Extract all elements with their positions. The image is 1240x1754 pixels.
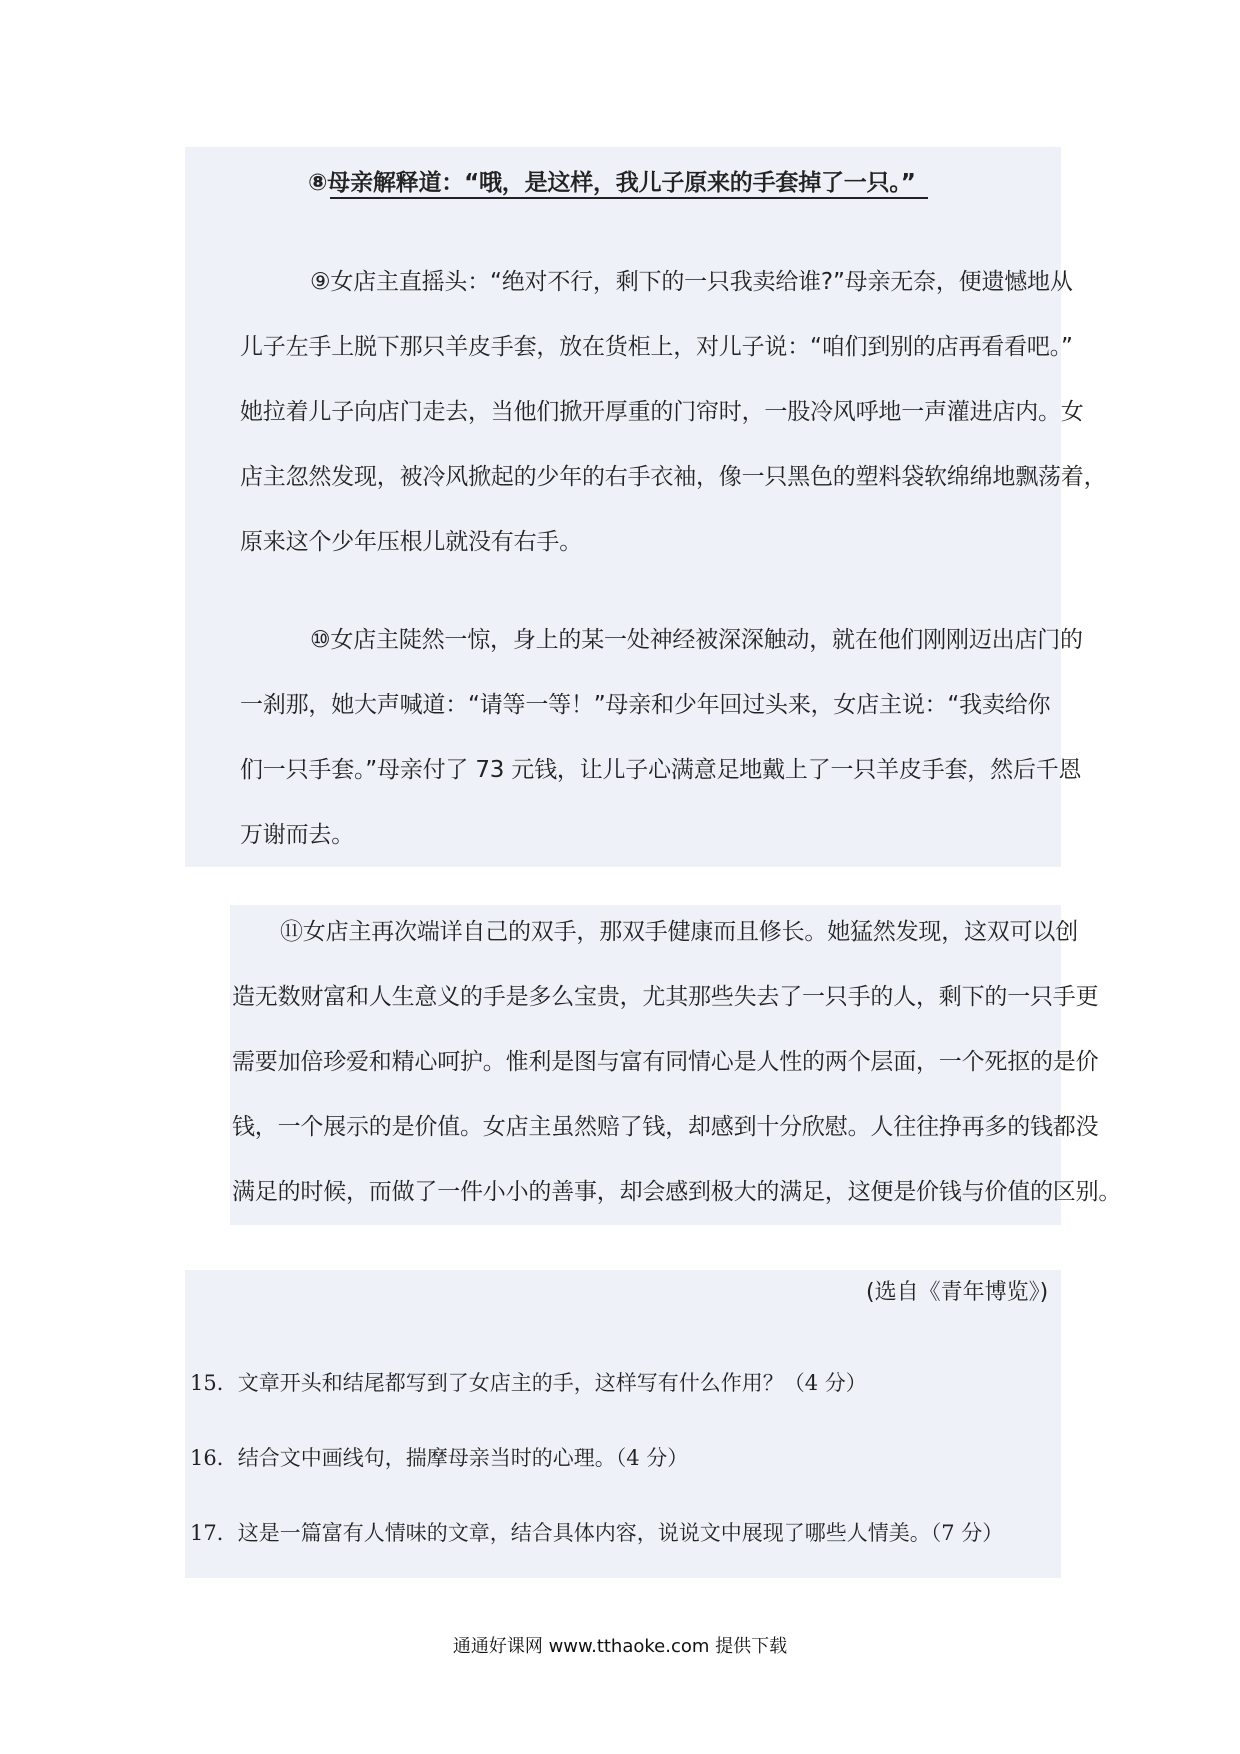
- question-17: 17．这是一篇富有人情味的文章，结合具体内容，说说文中展现了哪些人情美。（7 分）: [190, 1521, 1004, 1545]
- source-citation: (选自《青年博览》): [866, 1280, 1049, 1305]
- question-16: 16．结合文中画线句，揣摩母亲当时的心理。（4 分）: [190, 1446, 689, 1470]
- paragraph-11-line: ⑪女店主再次端详自己的双手，那双手健康而且修长。她猛然发现，这双可以创: [280, 919, 1079, 945]
- paragraph-10-line: ⑩女店主陡然一惊，身上的某一处神经被深深触动，就在他们刚刚迈出店门的: [310, 627, 1083, 653]
- paragraph-9-line: ⑨女店主直摇头：“绝对不行，剩下的一只我卖给谁?”母亲无奈，便遗憾地从: [310, 269, 1073, 295]
- paragraph-9-line: 原来这个少年压根儿就没有右手。: [240, 529, 583, 555]
- paragraph-11-line: 满足的时候，而做了一件小小的善事，却会感到极大的满足，这便是价钱与价值的区别。: [232, 1179, 1122, 1205]
- paragraph-10-line: 们一只手套。”母亲付了 73 元钱，让儿子心满意足地戴上了一只羊皮手套，然后千恩: [240, 757, 1082, 783]
- underline-mark: [330, 197, 928, 199]
- paragraph-9-line: 她拉着儿子向店门走去，当他们掀开厚重的门帘时，一股冷风呼地一声灌进店内。女: [240, 399, 1084, 425]
- paragraph-11-line: 造无数财富和人生意义的手是多么宝贵，尤其那些失去了一只手的人，剩下的一只手更: [232, 984, 1099, 1010]
- paragraph-11-line: 需要加倍珍爱和精心呵护。惟利是图与富有同情心是人性的两个层面，一个死抠的是价: [232, 1049, 1099, 1075]
- paragraph-8: ⑧母亲解释道：“哦，是这样，我儿子原来的手套掉了一只。”: [308, 170, 916, 196]
- page-footer: 通通好课网 www.tthaoke.com 提供下载: [452, 1636, 788, 1657]
- paragraph-9-line: 儿子左手上脱下那只羊皮手套，放在货柜上，对儿子说：“咱们到别的店再看看吧。”: [240, 334, 1073, 360]
- paragraph-11-line: 钱，一个展示的是价值。女店主虽然赔了钱，却感到十分欣慰。人往往挣再多的钱都没: [232, 1114, 1099, 1140]
- paragraph-9-line: 店主忽然发现，被冷风掀起的少年的右手衣袖，像一只黑色的塑料袋软绵绵地飘荡着，: [240, 464, 1107, 490]
- question-15: 15．文章开头和结尾都写到了女店主的手，这样写有什么作用？（4 分）: [190, 1371, 867, 1395]
- paragraph-10-line: 一刹那，她大声喊道：“请等一等！”母亲和少年回过头来，女店主说：“我卖给你: [240, 692, 1051, 718]
- paragraph-10-line: 万谢而去。: [240, 822, 355, 848]
